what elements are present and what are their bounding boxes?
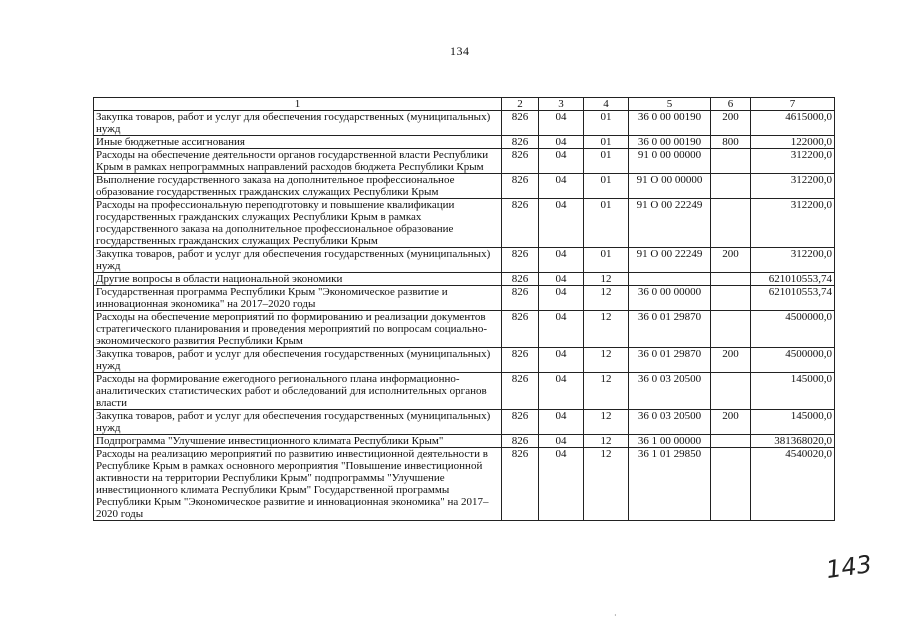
row-name: Закупка товаров, работ и услуг для обеспечения государственных (муниципальных) нужд <box>94 348 502 373</box>
table-row <box>94 286 835 311</box>
header-row <box>94 98 835 111</box>
row-section: 04 <box>539 348 584 373</box>
budget-table <box>93 97 835 521</box>
row-section: 04 <box>539 373 584 410</box>
scan-artifact: · <box>614 611 617 620</box>
table-row <box>94 136 835 149</box>
handwritten-page-mark: 143 <box>824 549 874 585</box>
row-name: Закупка товаров, работ и услуг для обеспечения государственных (муниципальных) нужд <box>94 111 502 136</box>
row-section: 04 <box>539 136 584 149</box>
row-subsection: 12 <box>584 373 629 410</box>
table-body <box>94 111 835 521</box>
row-ministry-code: 826 <box>502 111 539 136</box>
row-expense-type <box>711 149 751 174</box>
row-name: Расходы на формирование ежегодного регионального плана информационно-аналитических статистических работ и обследований для исполнительных органов власти <box>94 373 502 410</box>
row-section: 04 <box>539 286 584 311</box>
column-header-2: 2 <box>502 98 539 111</box>
row-subsection: 12 <box>584 311 629 348</box>
row-ministry-code: 826 <box>502 149 539 174</box>
row-amount: 4500000,0 <box>751 311 835 348</box>
row-target-item: 91 О 00 22249 <box>629 199 711 248</box>
row-name: Иные бюджетные ассигнования <box>94 136 502 149</box>
row-target-item: 36 1 01 29850 <box>629 448 711 521</box>
table-row <box>94 348 835 373</box>
row-name: Расходы на обеспечение мероприятий по формированию и реализации документов стратегического планирования и проведения мероприятий по вопросам социально-экономического развития Республики Крым <box>94 311 502 348</box>
row-name: Выполнение государственного заказа на дополнительное профессиональное образование государственных гражданских служащих Республики Крым <box>94 174 502 199</box>
table-row <box>94 410 835 435</box>
row-expense-type <box>711 199 751 248</box>
row-ministry-code: 826 <box>502 435 539 448</box>
row-section: 04 <box>539 273 584 286</box>
row-amount: 145000,0 <box>751 373 835 410</box>
page-number: 134 <box>450 44 470 58</box>
row-name: Другие вопросы в области национальной экономики <box>94 273 502 286</box>
row-ministry-code: 826 <box>502 311 539 348</box>
row-ministry-code: 826 <box>502 273 539 286</box>
row-target-item: 36 0 00 00190 <box>629 111 711 136</box>
row-amount: 312200,0 <box>751 174 835 199</box>
row-section: 04 <box>539 435 584 448</box>
row-expense-type: 200 <box>711 348 751 373</box>
column-header-1: 1 <box>94 98 502 111</box>
row-target-item <box>629 273 711 286</box>
table-row <box>94 311 835 348</box>
row-name: Закупка товаров, работ и услуг для обеспечения государственных (муниципальных) нужд <box>94 248 502 273</box>
row-name: Расходы на реализацию мероприятий по развитию инвестиционной деятельности в Республике Крым в рамках основного мероприятия "Повышение инвестиционной активности на территории Республики Крым" подпрограммы "Улучшение инвестиционного климата Республики Крым" Государственной программы Республики Крым "Экономическое развитие и инновационная экономика" на 2017–2020 годы <box>94 448 502 521</box>
row-target-item: 91 О 00 22249 <box>629 248 711 273</box>
row-expense-type <box>711 311 751 348</box>
row-amount: 312200,0 <box>751 199 835 248</box>
row-amount: 621010553,74 <box>751 286 835 311</box>
row-subsection: 01 <box>584 149 629 174</box>
row-section: 04 <box>539 248 584 273</box>
row-amount: 381368020,0 <box>751 435 835 448</box>
row-amount: 621010553,74 <box>751 273 835 286</box>
row-subsection: 01 <box>584 174 629 199</box>
row-subsection: 01 <box>584 199 629 248</box>
row-name: Государственная программа Республики Крым "Экономическое развитие и инновационная экономика" на 2017–2020 годы <box>94 286 502 311</box>
row-section: 04 <box>539 448 584 521</box>
column-header-6: 6 <box>711 98 751 111</box>
table-row <box>94 149 835 174</box>
row-section: 04 <box>539 174 584 199</box>
row-ministry-code: 826 <box>502 199 539 248</box>
table-row <box>94 174 835 199</box>
row-amount: 312200,0 <box>751 149 835 174</box>
row-subsection: 12 <box>584 435 629 448</box>
row-target-item: 36 1 00 00000 <box>629 435 711 448</box>
row-target-item: 91 О 00 00000 <box>629 174 711 199</box>
row-expense-type <box>711 286 751 311</box>
row-expense-type: 800 <box>711 136 751 149</box>
row-ministry-code: 826 <box>502 286 539 311</box>
row-name: Закупка товаров, работ и услуг для обеспечения государственных (муниципальных) нужд <box>94 410 502 435</box>
row-amount: 312200,0 <box>751 248 835 273</box>
row-target-item: 91 0 00 00000 <box>629 149 711 174</box>
row-amount: 122000,0 <box>751 136 835 149</box>
column-header-7: 7 <box>751 98 835 111</box>
row-name: Расходы на обеспечение деятельности органов государственной власти Республики Крым в рамках непрограммных направлений расходов бюджета Республики Крым <box>94 149 502 174</box>
row-section: 04 <box>539 311 584 348</box>
row-target-item: 36 0 01 29870 <box>629 311 711 348</box>
row-section: 04 <box>539 149 584 174</box>
row-amount: 145000,0 <box>751 410 835 435</box>
row-amount: 4615000,0 <box>751 111 835 136</box>
row-amount: 4540020,0 <box>751 448 835 521</box>
row-subsection: 12 <box>584 448 629 521</box>
row-subsection: 01 <box>584 136 629 149</box>
row-section: 04 <box>539 111 584 136</box>
row-expense-type: 200 <box>711 248 751 273</box>
row-ministry-code: 826 <box>502 348 539 373</box>
row-target-item: 36 0 00 00000 <box>629 286 711 311</box>
table-row <box>94 111 835 136</box>
row-ministry-code: 826 <box>502 174 539 199</box>
row-name: Расходы на профессиональную переподготовку и повышение квалификации государственных гражданских служащих Республики Крым в рамках государственного заказа на дополнительное профессиональное образование государственных гражданских служащих Республики Крым <box>94 199 502 248</box>
row-ministry-code: 826 <box>502 410 539 435</box>
column-header-4: 4 <box>584 98 629 111</box>
row-expense-type <box>711 373 751 410</box>
table-row <box>94 448 835 521</box>
table-row <box>94 373 835 410</box>
row-ministry-code: 826 <box>502 136 539 149</box>
table-row <box>94 248 835 273</box>
row-section: 04 <box>539 199 584 248</box>
row-subsection: 12 <box>584 273 629 286</box>
row-expense-type <box>711 435 751 448</box>
row-subsection: 01 <box>584 111 629 136</box>
row-expense-type <box>711 174 751 199</box>
row-expense-type <box>711 273 751 286</box>
table-row <box>94 435 835 448</box>
column-header-5: 5 <box>629 98 711 111</box>
row-expense-type: 200 <box>711 111 751 136</box>
row-expense-type: 200 <box>711 410 751 435</box>
table-row <box>94 199 835 248</box>
row-target-item: 36 0 00 00190 <box>629 136 711 149</box>
row-subsection: 12 <box>584 286 629 311</box>
table-row <box>94 273 835 286</box>
row-subsection: 12 <box>584 348 629 373</box>
row-amount: 4500000,0 <box>751 348 835 373</box>
row-target-item: 36 0 03 20500 <box>629 373 711 410</box>
row-expense-type <box>711 448 751 521</box>
row-name: Подпрограмма "Улучшение инвестиционного климата Республики Крым" <box>94 435 502 448</box>
column-header-3: 3 <box>539 98 584 111</box>
row-target-item: 36 0 01 29870 <box>629 348 711 373</box>
row-ministry-code: 826 <box>502 248 539 273</box>
row-subsection: 01 <box>584 248 629 273</box>
row-ministry-code: 826 <box>502 373 539 410</box>
row-ministry-code: 826 <box>502 448 539 521</box>
row-subsection: 12 <box>584 410 629 435</box>
row-target-item: 36 0 03 20500 <box>629 410 711 435</box>
row-section: 04 <box>539 410 584 435</box>
